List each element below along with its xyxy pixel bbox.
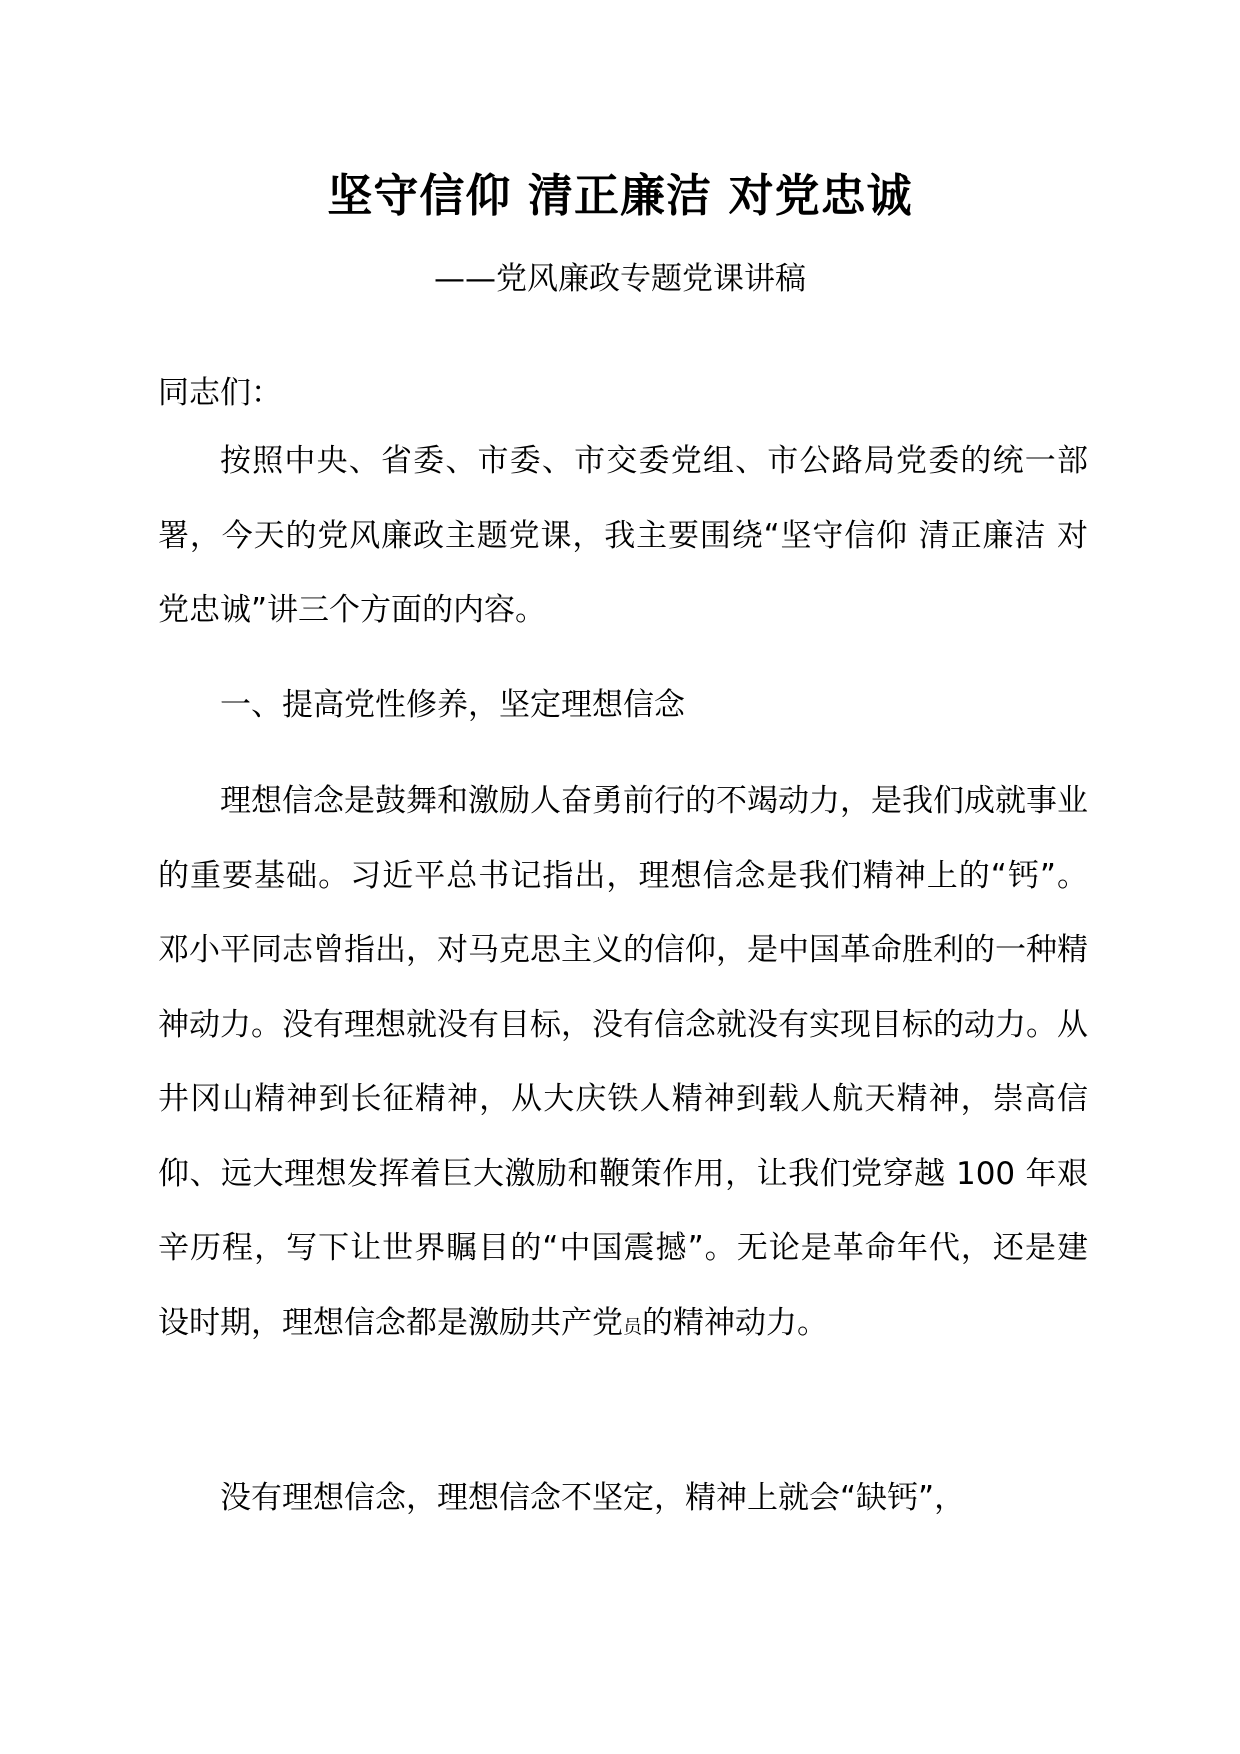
- paragraph-ideals: [158, 764, 1088, 1364]
- paragraph-ideals-main: 理想信念是鼓舞和激励人奋勇前行的不竭动力，是我们成就事业的重要基础。习近平总书记指出，理想信念是我们精神上的“钙”。邓小平同志曾指出，对马克思主义的信仰，是中国革命胜利的一种精神动力。没有理想就没有目标，没有信念就没有实现目标的动力。从井冈山精神到长征精神，从大庆铁人精神到载人航天精神，崇高信仰、远大理想发挥着巨大激励和鞭策作用，让我们党穿越 100 年艰辛历程，写下让世界瞩目的“中国震撼”。无论是革命年代，还是建设时期，理想信念都是激励共产党: [158, 783, 1088, 1341]
- document-title: 坚守信仰 清正廉洁 对党忠诚: [327, 169, 913, 222]
- section-heading-1: 一、提高党性修养，坚定理想信念: [220, 687, 685, 723]
- paragraph-intro: 按照中央、省委、市委、市交委党组、市公路局党委的统一部署，今天的党风廉政主题党课，我主要围绕“坚守信仰 清正廉洁 对党忠诚”讲三个方面的内容。: [158, 443, 1088, 628]
- paragraph-calcium: 没有理想信念，理想信念不坚定，精神上就会“缺钙”，: [220, 1480, 966, 1516]
- paragraph-ideals-tail: 的精神动力。: [642, 1304, 829, 1341]
- paragraph-ideals-small-char: 员: [623, 1315, 643, 1338]
- salutation: 同志们：: [158, 375, 282, 411]
- document-subtitle: ——党风廉政专题党课讲稿: [434, 261, 806, 297]
